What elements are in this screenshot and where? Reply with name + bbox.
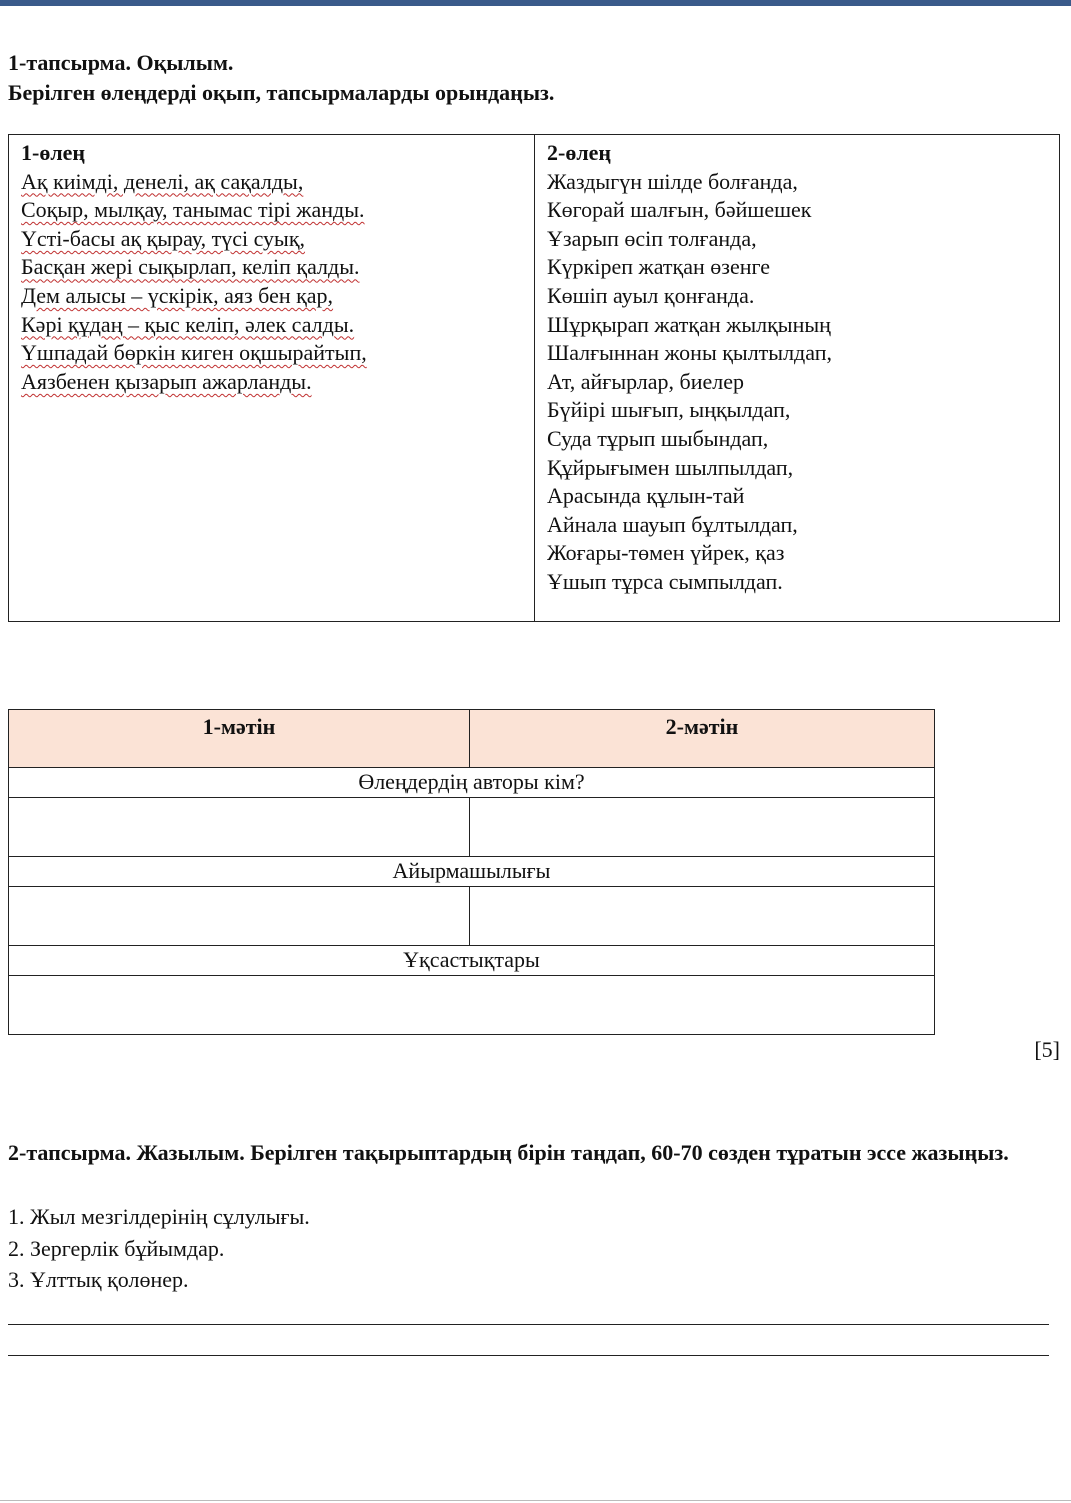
poem2-line: Құйрығымен шылпылдап,	[547, 454, 794, 480]
poem2-line: Ат, айғырлар, биелер	[547, 368, 745, 394]
poem2-line: Суда тұрып шыбындап,	[547, 425, 769, 451]
poem1-line: Үшпадай бөркін киген оқшырайтып,	[21, 340, 367, 366]
text1-header: 1-мәтін	[9, 710, 470, 768]
topic-item: 2. Зергерлік бұйымдар.	[8, 1236, 225, 1261]
poem2-line: Жаздыгүн шілде болғанда,	[547, 168, 798, 194]
poem1-line: Кәрі құдаң – қыс келіп, әлек салды.	[21, 311, 355, 337]
poem2-line: Арасында құлын-тай	[547, 483, 745, 509]
top-accent-bar	[0, 0, 1071, 6]
task2-instruction: 2-тапсырма. Жазылым. Берілген тақырыптардың бірін таңдап, 60-70 сөзден тұратын эссе жазыңыз.	[8, 1140, 1009, 1165]
poem1-line: Соқыр, мылқау, танымас тірі жанды.	[21, 197, 365, 223]
poem1-line: Үсті-басы ақ қырау, түсі суық,	[21, 225, 306, 251]
poems-table	[8, 134, 1060, 622]
difference-answer-cell-2[interactable]	[470, 887, 935, 946]
poem2-line: Бүйірі шығып, ыңқылдап,	[547, 397, 791, 423]
answer-line[interactable]	[8, 1355, 1049, 1356]
poem1-line: Дем алысы – үскірік, аяз бен қар,	[21, 282, 334, 308]
difference-row: Айырмашылығы	[9, 857, 935, 887]
poem2-line: Көшіп ауыл қонғанда.	[547, 282, 755, 308]
poem1-column	[9, 135, 535, 621]
comparison-table	[8, 709, 935, 1035]
poem2-line: Шалғыннан жоны қылтылдап,	[547, 340, 832, 366]
author-question-row: Өлеңдердің авторы кім?	[9, 768, 935, 798]
task1-title: 1-тапсырма. Оқылым.	[8, 50, 234, 75]
poem1-line: Ақ киімді, денелі, ақ сақалды,	[21, 168, 304, 194]
author-answer-cell-1[interactable]	[9, 798, 470, 857]
poem1-heading: 1-өлең	[21, 140, 86, 165]
poem2-line: Күркіреп жатқан өзенге	[547, 254, 770, 280]
poem1-line: Аязбенен қызарып ажарланды.	[21, 368, 312, 394]
poem2-heading: 2-өлең	[547, 140, 612, 165]
poem1-line: Басқан жері сықырлап, келіп қалды.	[21, 254, 360, 280]
poem2-line: Ұзарып өсіп толғанда,	[547, 225, 757, 251]
similarity-answer-cell[interactable]	[9, 976, 935, 1035]
topic-item: 3. Ұлттық қолөнер.	[8, 1267, 189, 1292]
poem2-line: Ұшып тұрса сымпылдап.	[547, 568, 783, 594]
page-bottom-divider	[0, 1500, 1071, 1501]
difference-answer-cell-1[interactable]	[9, 887, 470, 946]
task1-instruction: Берілген өлеңдерді оқып, тапсырмаларды орындаңыз.	[8, 80, 555, 105]
topic-item: 1. Жыл мезгілдерінің сұлулығы.	[8, 1204, 310, 1229]
poem2-line: Көгорай шалғын, бәйшешек	[547, 197, 812, 223]
poem2-line: Жоғары-төмен үйрек, қаз	[547, 540, 785, 566]
poem2-line: Айнала шауып бұлтылдап,	[547, 511, 798, 537]
answer-line[interactable]	[8, 1324, 1049, 1325]
text2-header: 2-мәтін	[470, 710, 935, 768]
poem2-column	[535, 135, 1059, 621]
poem2-line: Шұрқырап жатқан жылқының	[547, 311, 831, 337]
score-mark: [5]	[1034, 1037, 1060, 1062]
similarity-row: Ұқсастықтары	[9, 946, 935, 976]
author-answer-cell-2[interactable]	[470, 798, 935, 857]
